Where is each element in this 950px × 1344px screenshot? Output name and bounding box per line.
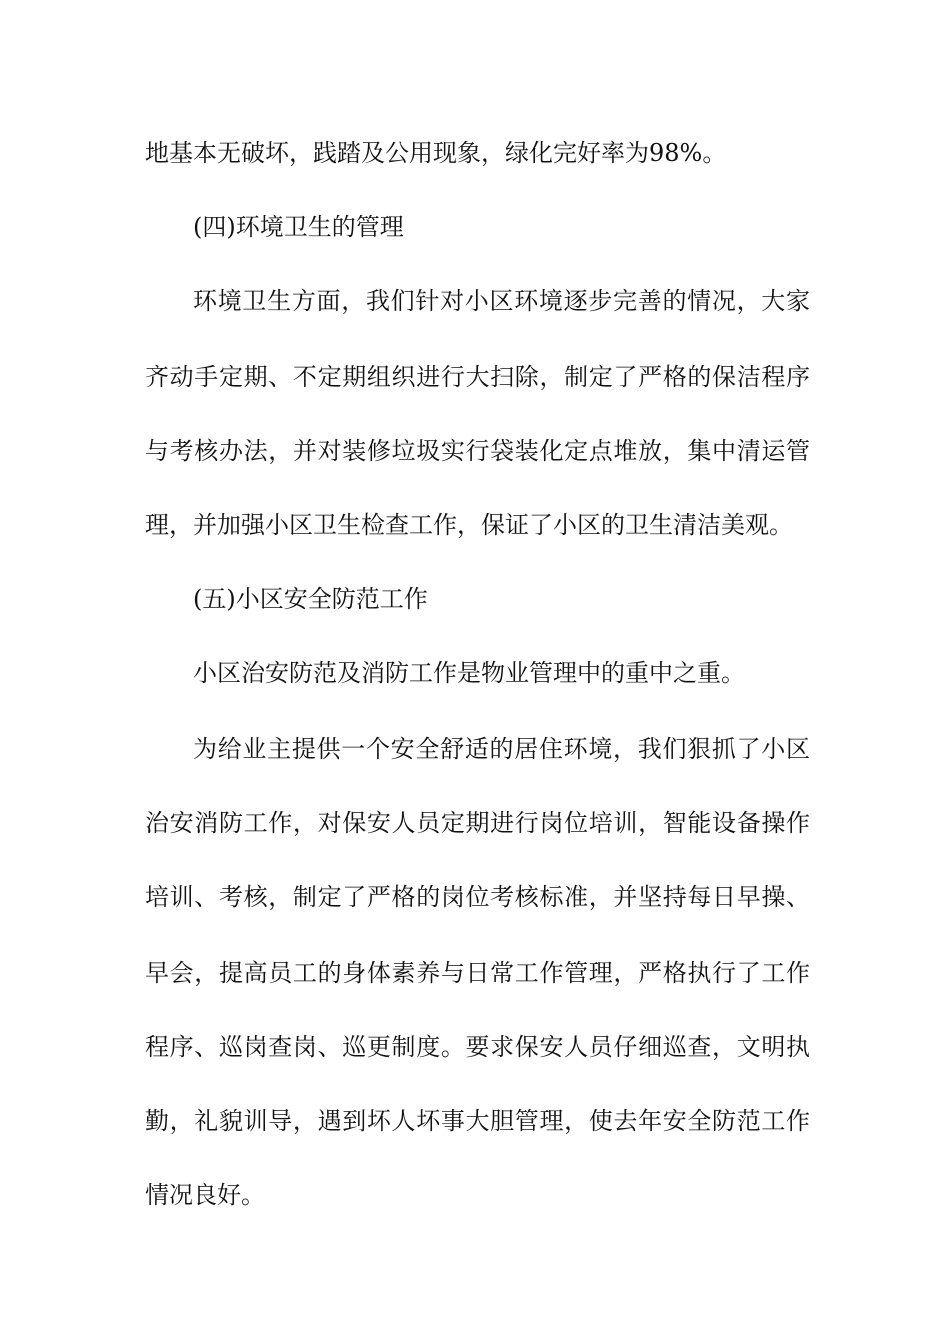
paragraph-line: 理，并加强小区卫生检查工作，保证了小区的卫生清洁美观。 — [145, 511, 793, 539]
paragraph-line: 勤，礼貌训导，遇到坏人坏事大胆管理，使去年安全防范工作 — [145, 1107, 810, 1135]
paragraph-line: 培训、考核，制定了严格的岗位考核标准，并坚持每日早操、 — [145, 883, 810, 911]
paragraph-line: 为给业主提供一个安全舒适的居住环境，我们狠抓了小区 — [193, 735, 810, 763]
paragraph-line: 程序、巡岗查岗、巡更制度。要求保安人员仔细巡查，文明执 — [145, 1033, 810, 1061]
section-heading-security: (五)小区安全防范工作 — [193, 585, 428, 613]
paragraph-line: 早会，提高员工的身体素养与日常工作管理，严格执行了工作 — [145, 959, 810, 987]
paragraph-line: 地基本无破坏，践踏及公用现象，绿化完好率为98%。 — [145, 139, 727, 167]
paragraph-line: 情况良好。 — [145, 1181, 265, 1209]
paragraph-line: 环境卫生方面，我们针对小区环境逐步完善的情况，大家 — [193, 287, 810, 315]
paragraph-line: 小区治安防范及消防工作是物业管理中的重中之重。 — [193, 659, 745, 687]
section-heading-environment-hygiene: (四)环境卫生的管理 — [193, 213, 404, 241]
paragraph-line: 齐动手定期、不定期组织进行大扫除，制定了严格的保洁程序 — [145, 363, 810, 391]
paragraph-line: 与考核办法，并对装修垃圾实行袋装化定点堆放，集中清运管 — [145, 437, 810, 465]
paragraph-line: 治安消防工作，对保安人员定期进行岗位培训，智能设备操作 — [145, 809, 810, 837]
